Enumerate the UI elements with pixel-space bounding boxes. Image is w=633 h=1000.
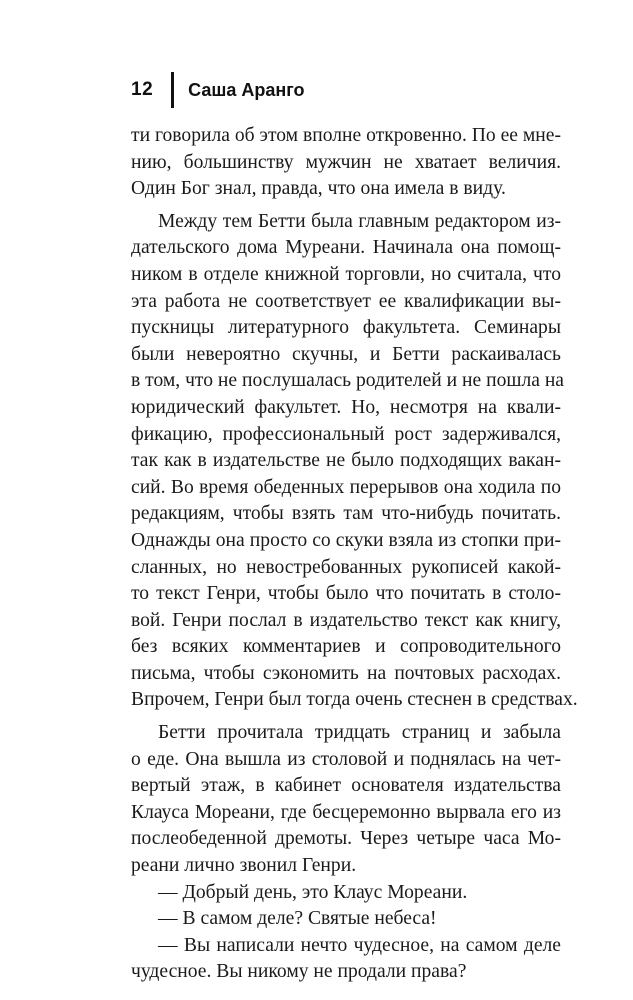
text-line: эта работа не соответствует ее квалификации вы-	[131, 290, 561, 312]
text-line: нию, большинству мужчин не хватает величия.	[131, 151, 561, 173]
page-number: 12	[131, 79, 154, 100]
text-line: ником в отделе книжной торговли, но считала, что	[131, 263, 561, 285]
text-line: — Вы написали нечто чудесное, на самом деле	[158, 934, 561, 956]
text-line: чудесное. Вы никому не продали права?	[131, 961, 467, 983]
paragraph	[131, 209, 578, 714]
text-line: вой. Генри послал в издательство текст как книгу,	[131, 609, 561, 631]
running-title: Саша Аранго	[188, 79, 305, 100]
text-line: вертый этаж, в кабинет основателя издательства	[131, 775, 561, 797]
text-line: без всяких комментариев и сопроводительного	[131, 636, 561, 658]
text-line: о еде. Она вышла из столовой и поднялась на чет-	[131, 748, 561, 770]
text-line: ти говорила об этом вполне откровенно. По ее мне-	[131, 125, 561, 146]
text-line: Между тем Бетти была главным редактором из-	[158, 210, 561, 232]
dialogue-line	[131, 933, 561, 986]
text-line: редакциям, чтобы взять там что-нибудь почитать.	[131, 503, 561, 525]
dialogue-line	[131, 880, 561, 907]
text-line: сланных, но невостребованных рукописей какой-	[131, 556, 561, 578]
running-head	[131, 72, 305, 108]
text-line: то текст Генри, чтобы было что почитать в столо-	[131, 583, 561, 605]
header-divider	[171, 72, 174, 108]
text-line: письма, чтобы сэкономить на почтовых расходах.	[131, 662, 561, 684]
text-line: дательского дома Муреани. Начинала она помощ-	[131, 237, 561, 259]
text-line: реани лично звонил Генри.	[131, 855, 357, 877]
text-line: Однажды она просто со скуки взяла из стопки при-	[131, 529, 561, 551]
text-line: юридический факультет. Но, несмотря на квали-	[131, 396, 561, 418]
text-line: пускницы литературного факультета. Семинары	[131, 317, 561, 339]
paragraph	[131, 720, 561, 880]
text-line: — Добрый день, это Клаус Мореани.	[158, 881, 468, 903]
text-line: фикацию, профессиональный рост задерживался,	[131, 423, 561, 445]
text-line: Клауса Мореани, где бесцеремонно вырвала его из	[131, 801, 561, 823]
text-line: — В самом деле? Святые небеса!	[158, 908, 437, 930]
text-line: Бетти прочитала тридцать страниц и забыла	[158, 722, 561, 744]
paragraph	[131, 123, 561, 203]
text-line: были невероятно скучны, и Бетти раскаивалась	[131, 343, 561, 365]
body-text	[131, 123, 578, 986]
text-line: Впрочем, Генри был тогда очень стеснен в средствах.	[131, 689, 578, 711]
text-line: послеобеденной дремоты. Через четыре часа Мо-	[131, 828, 561, 850]
dialogue-line	[131, 906, 561, 933]
text-line: Один Бог знал, правда, что она имела в виду.	[131, 178, 506, 200]
text-line: сий. Во время обеденных перерывов она ходила по	[131, 476, 561, 498]
text-line: в том, что не послушалась родителей и не пошла на	[131, 370, 565, 392]
text-line: так как в издательстве не было подходящих вакан-	[131, 450, 561, 472]
